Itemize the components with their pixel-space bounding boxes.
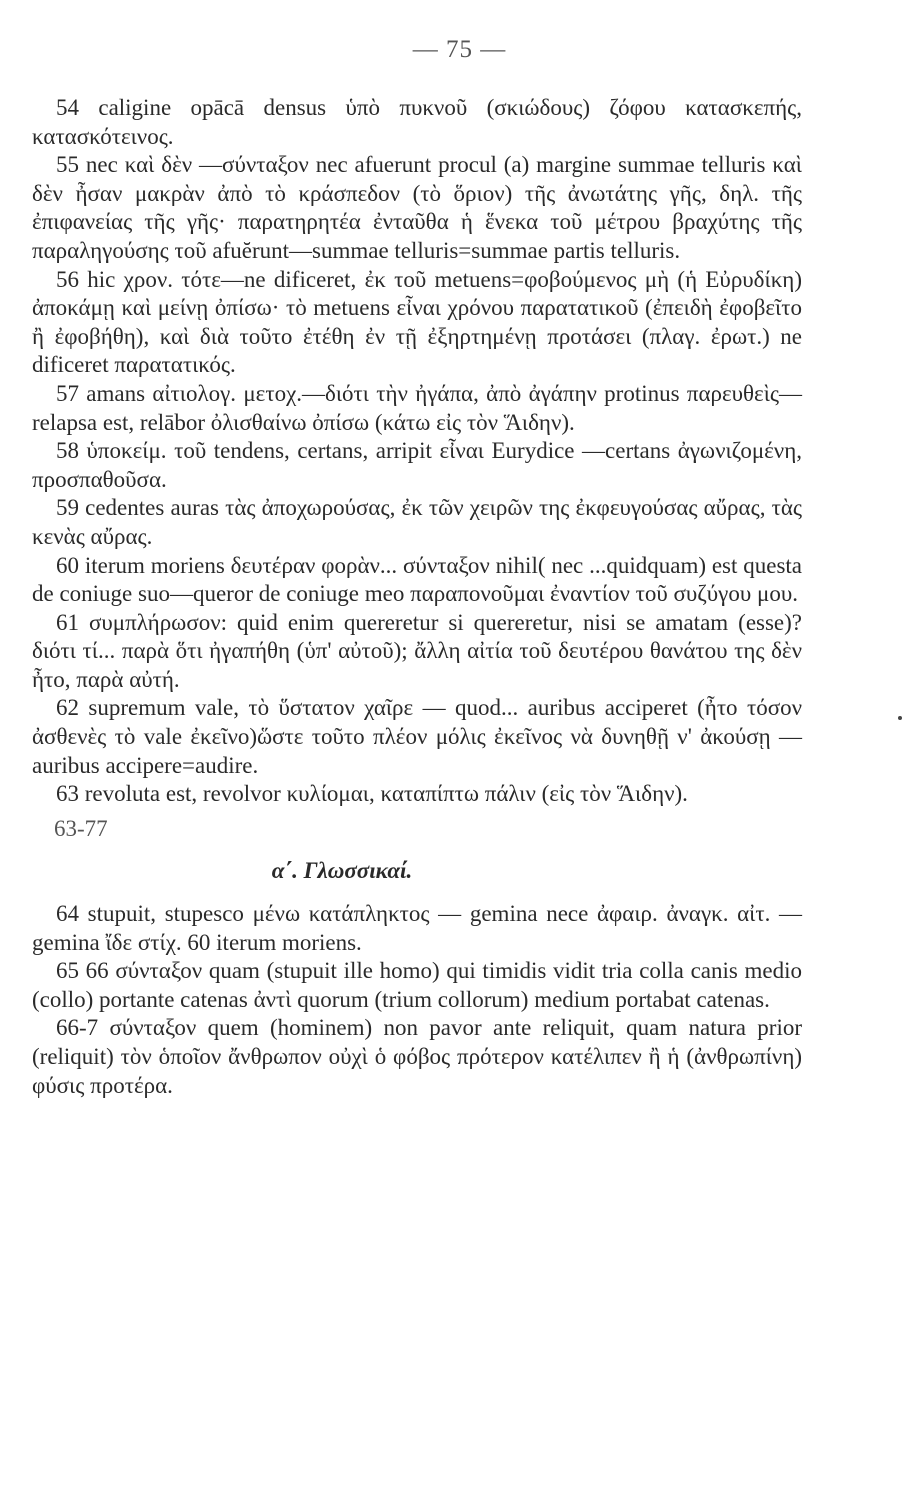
note-62: 62 supremum vale, τὸ ὕστατον χαῖρε — quod... auribus acciperet (ἦτο τόσον ἀσθενὲς τὸ vale ἐκεῖνο)ὥστε τοῦτο πλέον μόλις ἐκεῖνος νὰ δυνηθῇ ν' ἀκούσῃ —auribus accipere=audire. [32,695,802,778]
note-65-66: 65 66 σύνταξον quam (stupuit ille homo) qui timidis vidit tria colla canis medio (collo) portante catenas ἀντὶ quorum (trium collorum) medium portabat catenas. [32,958,802,1012]
note-56: 56 hic χρον. τότε—ne dificeret, ἐκ τοῦ metuens=φοβούμενος μὴ (ἡ Εὐρυδίκη) ἀποκάμῃ καὶ μείνῃ ὀπίσω· τὸ metuens εἶναι χρόνου παρατατικοῦ (ἐπειδὴ ἐφοβεῖτο ἢ ἐφοβήθη), καὶ διὰ τοῦτο ἐτέθη ἐν τῇ ἐξηρτημένῃ προτάσει (πλαγ. ἐρωτ.) ne dificeret παρατατικός. [32,266,802,378]
page-number: — 75 — [412,36,507,63]
note-60: 60 iterum moriens δευτέραν φορὰν... σύνταξον nihil( nec ...quidquam) est questa de coniuge suo—queror de coniuge meo παραπονοῦμαι ἐναντίον τοῦ συζύγου μου. [32,552,802,607]
line-range-label: 63-77 [54,815,108,841]
note-55: 55 nec καὶ δὲν —σύνταξον nec afuerunt procul (a) margine summae telluris καὶ δὲν ἦσαν μακρὰν ἀπὸ τὸ κράσπεδον (τὸ ὅριον) τῆς ἀνωτάτης γῆς, δηλ. τῆς ἐπιφανείας τῆς γῆς· παρατηρητέα ἐνταῦθα ἡ ἕνεκα τοῦ μέτρου βραχύτης τῆς παραληγούσης τοῦ afuĕrunt—summae telluris=summae partis telluris. [32,152,802,263]
note-64: 64 stupuit, stupesco μένω κατάπληκτος — gemina nece ἀφαιρ. ἀναγκ. αἰτ. — gemina ἴδε στίχ. 60 iterum moriens. [32,901,802,955]
note-66-67: 66-7 σύνταξον quem (hominem) non pavor ante reliquit, quam natura prior (reliquit) τὸν ὁποῖον ἄνθρωπον οὐχὶ ὁ φόβος πρότερον κατέλιπεν ἢ ἡ (ἀνθρωπίνη) φύσις προτέρα. [32,1015,802,1098]
commentary-text [32,94,802,1100]
note-57: 57 amans αἰτιολογ. μετοχ.—διότι τὴν ἠγάπα, ἀπὸ ἀγάπην protinus παρευθεὶς— relapsa est, relābor ὀλισθαίνω ὀπίσω (κάτω εἰς τὸν Ἅιδην). [32,380,802,435]
note-58: 58 ὑποκείμ. τοῦ tendens, certans, arripit εἶναι Eurydice —certans ἀγωνιζομένη, προσπαθοῦσα. [32,438,802,492]
note-54: 54 caligine opācā densus ὑπὸ πυκνοῦ (σκιώδους) ζόφου κατασκεπής, κατασκότεινος. [32,95,802,149]
note-59: 59 cedentes auras τὰς ἀποχωρούσας, ἐκ τῶν χειρῶν της ἐκφευγούσας αὔρας, τὰς κενὰς αὔρας. [32,495,802,549]
note-63: 63 revoluta est, revolvor κυλίομαι, καταπίπτω πάλιν (εἰς τὸν Ἅιδην). [56,781,688,807]
section-heading: α΄. Γλωσσικαί. [271,858,413,884]
note-61: 61 συμπλήρωσον: quid enim quereretur si quereretur, nisi se amatam (esse)? διότι τί... παρὰ ὅτι ἠγαπήθη (ὑπ' αὐτοῦ); ἄλλη αἰτία τοῦ δευτέρου θανάτου της δὲν ἦτο, παρὰ αὐτή. [32,609,802,692]
print-speck [898,716,902,720]
